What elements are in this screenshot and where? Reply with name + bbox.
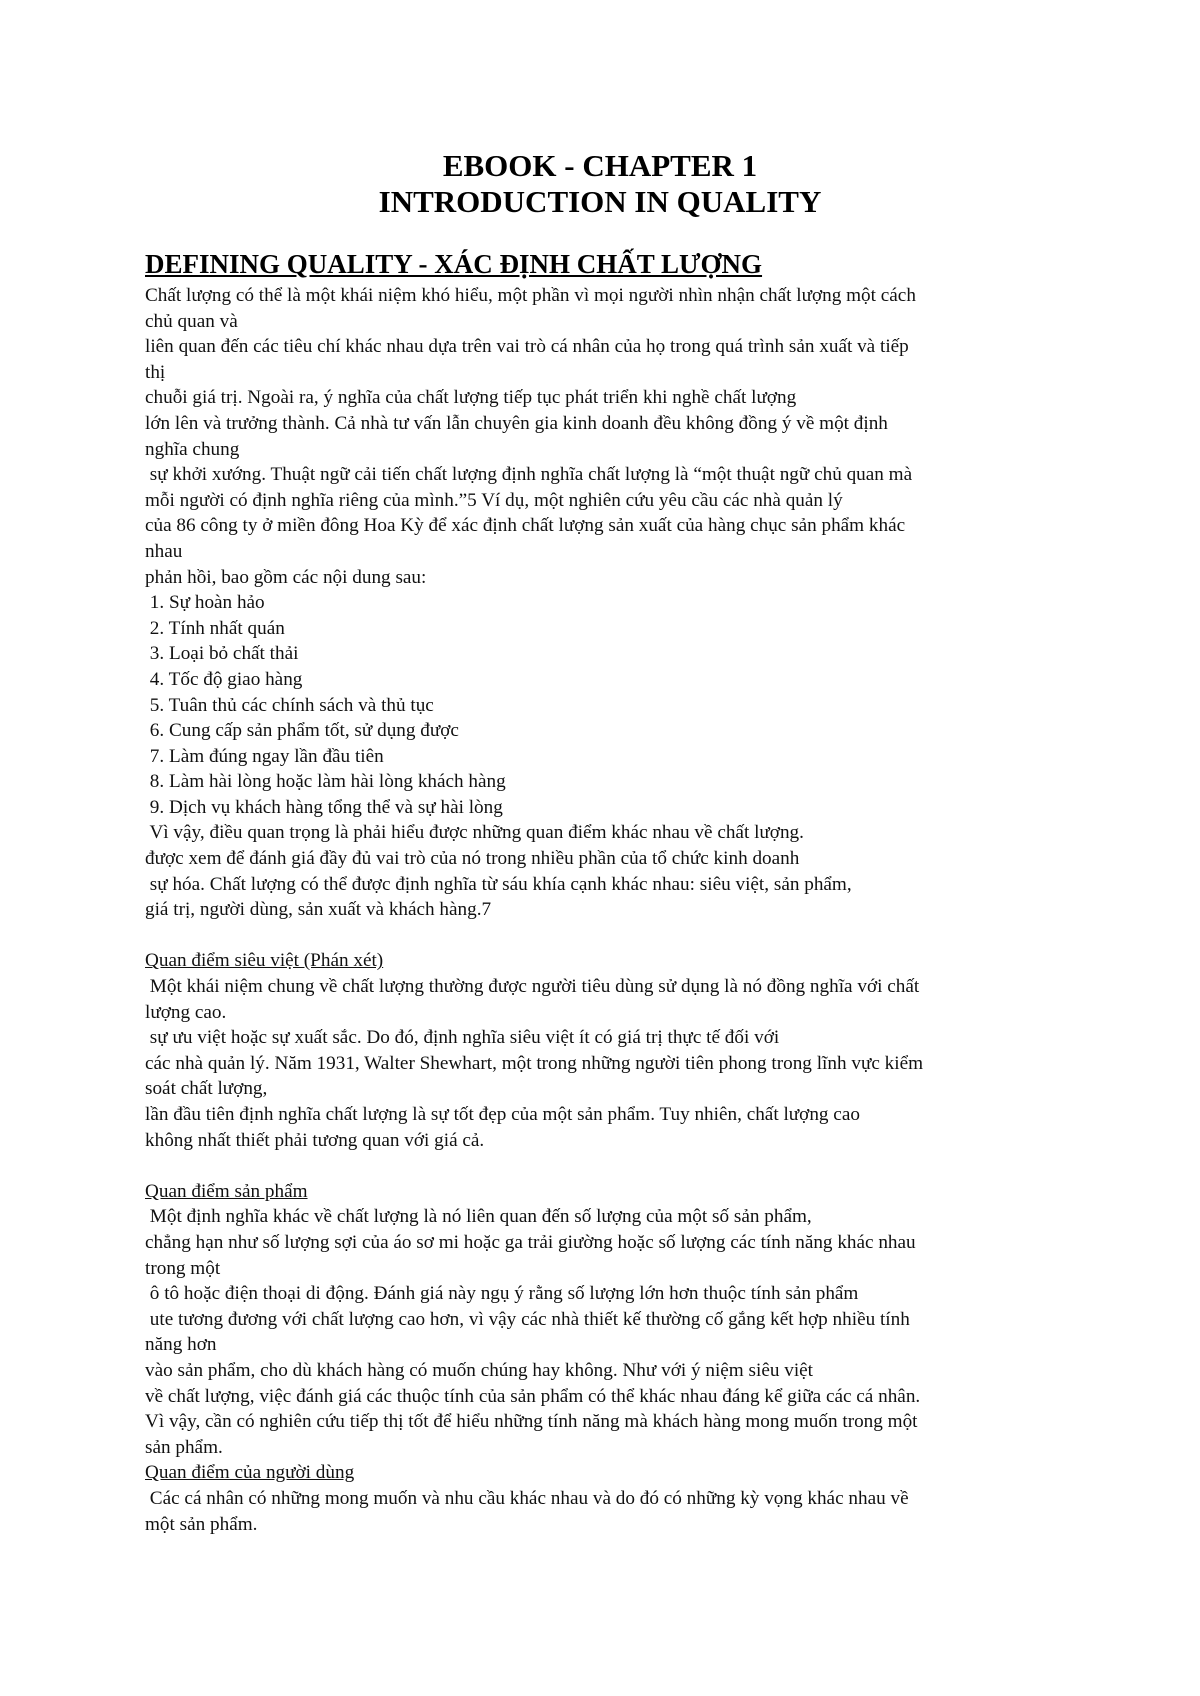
paragraph-line: Vì vậy, cần có nghiên cứu tiếp thị tốt để hiểu những tính năng mà khách hàng mong muốn trong một <box>145 1411 918 1433</box>
paragraph-line: vào sản phẩm, cho dù khách hàng có muốn chúng hay không. Như với ý niệm siêu việt <box>145 1359 813 1381</box>
paragraph-line: chẳng hạn như số lượng sợi của áo sơ mi hoặc ga trải giường hoặc số lượng các tính năng khác nhau <box>145 1231 916 1253</box>
paragraph-line: nghĩa chung <box>145 438 240 460</box>
paragraph-line: phản hồi, bao gồm các nội dung sau: <box>145 566 427 588</box>
paragraph-line: sản phẩm. <box>145 1436 223 1458</box>
paragraph-line: năng hơn <box>145 1334 217 1356</box>
section-heading-defining-quality: DEFINING QUALITY - XÁC ĐỊNH CHẤT LƯỢNG <box>145 249 763 279</box>
list-item: 8. Làm hài lòng hoặc làm hài lòng khách hàng <box>145 771 506 793</box>
list-item: 3. Loại bỏ chất thải <box>145 643 299 665</box>
list-item: 9. Dịch vụ khách hàng tổng thể và sự hài lòng <box>145 796 503 818</box>
document-title <box>0 148 1200 220</box>
subheading-user-view: Quan điểm của người dùng <box>145 1462 355 1484</box>
document-body <box>145 283 1065 1537</box>
list-item: 6. Cung cấp sản phẩm tốt, sử dụng được <box>145 720 459 742</box>
paragraph-line: Chất lượng có thể là một khái niệm khó hiểu, một phần vì mọi người nhìn nhận chất lượng một cách <box>145 285 916 306</box>
paragraph-line: nhau <box>145 540 183 562</box>
paragraph-line: mỗi người có định nghĩa riêng của mình.”5 Ví dụ, một nghiên cứu yêu cầu các nhà quản lý <box>145 489 843 511</box>
paragraph-line: ute tương đương với chất lượng cao hơn, vì vậy các nhà thiết kế thường cố gắng kết hợp nhiều tính <box>145 1308 910 1330</box>
list-item: 2. Tính nhất quán <box>145 617 285 639</box>
paragraph-line: soát chất lượng, <box>145 1078 268 1100</box>
paragraph-line: Một khái niệm chung về chất lượng thường được người tiêu dùng sử dụng là nó đồng nghĩa với chất <box>145 976 920 998</box>
paragraph-line: các nhà quản lý. Năm 1931, Walter Shewhart, một trong những người tiên phong trong lĩnh vực kiểm <box>145 1052 924 1074</box>
title-line-2: INTRODUCTION IN QUALITY <box>378 184 822 219</box>
paragraph-gap <box>145 1153 1065 1179</box>
paragraph-line: ô tô hoặc điện thoại di động. Đánh giá này ngụ ý rằng số lượng lớn hơn thuộc tính sản phẩm <box>145 1283 859 1305</box>
list-item: 1. Sự hoàn hảo <box>145 592 265 614</box>
paragraph-line: liên quan đến các tiêu chí khác nhau dựa trên vai trò cá nhân của họ trong quá trình sản xuất và tiếp <box>145 336 909 358</box>
paragraph-line: được xem để đánh giá đầy đủ vai trò của nó trong nhiều phần của tổ chức kinh doanh <box>145 848 800 870</box>
paragraph-line: trong một <box>145 1257 221 1279</box>
paragraph-line: Một định nghĩa khác về chất lượng là nó liên quan đến số lượng của một số sản phẩm, <box>145 1206 812 1228</box>
paragraph-gap <box>145 923 1065 949</box>
paragraph-line: của 86 công ty ở miền đông Hoa Kỳ để xác định chất lượng sản xuất của hàng chục sản phẩm khác <box>145 515 906 537</box>
paragraph-line: chủ quan và <box>145 310 238 332</box>
subheading-product-view: Quan điểm sản phẩm <box>145 1180 308 1202</box>
list-item: 7. Làm đúng ngay lần đầu tiên <box>145 745 384 767</box>
paragraph-line: lượng cao. <box>145 1001 227 1023</box>
paragraph-line: giá trị, người dùng, sản xuất và khách hàng.7 <box>145 899 492 921</box>
paragraph-line: thị <box>145 361 166 383</box>
subheading-transcendent-view: Quan điểm siêu việt (Phán xét) <box>145 950 384 972</box>
paragraph-line: sự ưu việt hoặc sự xuất sắc. Do đó, định nghĩa siêu việt ít có giá trị thực tế đối với <box>145 1027 780 1049</box>
paragraph-line: không nhất thiết phải tương quan với giá cả. <box>145 1129 485 1151</box>
paragraph-line: sự hóa. Chất lượng có thể được định nghĩa từ sáu khía cạnh khác nhau: siêu việt, sản phẩm, <box>145 873 852 895</box>
paragraph-line: sự khởi xướng. Thuật ngữ cải tiến chất lượng định nghĩa chất lượng là “một thuật ngữ chủ quan mà <box>145 464 913 486</box>
list-item: 5. Tuân thủ các chính sách và thủ tục <box>145 694 434 716</box>
paragraph-line: lớn lên và trưởng thành. Cả nhà tư vấn lẫn chuyên gia kinh doanh đều không đồng ý về một định <box>145 412 888 434</box>
paragraph-line: chuỗi giá trị. Ngoài ra, ý nghĩa của chất lượng tiếp tục phát triển khi nghề chất lượng <box>145 387 797 409</box>
list-item: 4. Tốc độ giao hàng <box>145 668 303 690</box>
paragraph-line: Vì vậy, điều quan trọng là phải hiểu được những quan điểm khác nhau về chất lượng. <box>145 822 804 844</box>
paragraph-line: lần đầu tiên định nghĩa chất lượng là sự tốt đẹp của một sản phẩm. Tuy nhiên, chất lượng cao <box>145 1104 860 1125</box>
title-line-1: EBOOK - CHAPTER 1 <box>442 148 758 183</box>
paragraph-line: Các cá nhân có những mong muốn và nhu cầu khác nhau và do đó có những kỳ vọng khác nhau về <box>145 1487 909 1509</box>
paragraph-line: một sản phẩm. <box>145 1513 258 1535</box>
paragraph-line: về chất lượng, việc đánh giá các thuộc tính của sản phẩm có thể khác nhau đáng kể giữa các cá nhân. <box>145 1385 921 1407</box>
